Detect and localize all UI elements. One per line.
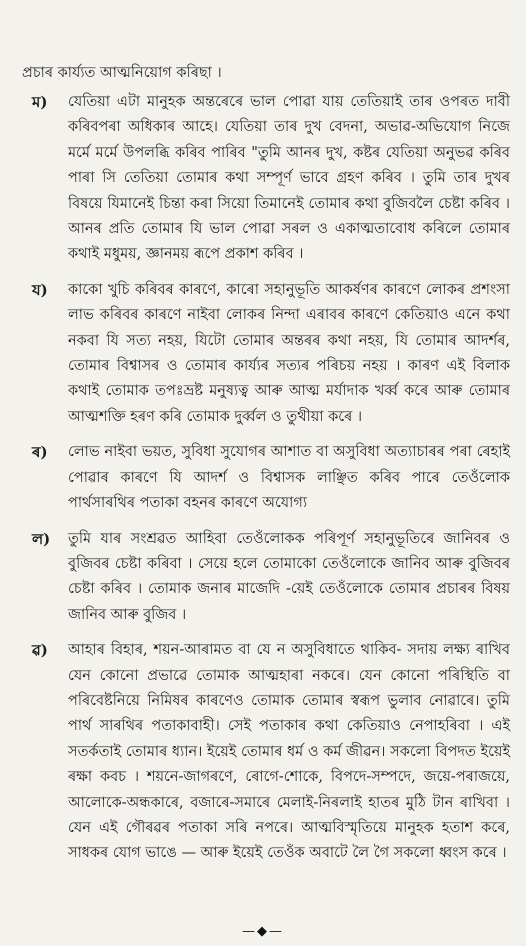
item-paragraph: যেতিয়া এটা মানুহক অন্তৰেৰে ভাল পোৱা যায় তেতিয়াই তাৰ ওপৰত দাবী কৰিবপৰা অধিকাৰ আহে। যেতিয়া তাৰ দুখ বেদনা, অভাৱ-অভিযোগ নিজে মৰ্মে মৰ্মে উপলব্ধি কৰিব পাৰিব "তুমি আনৰ দুখ, কষ্টৰ যেতিয়া অনুভৱ কৰিব পাৰা সি তেতিয়া তোমাৰ কথা সম্পূৰ্ণ ভাবে গ্ৰহণ কৰিব । তুমি তাৰ দুখৰ বিষয়ে যিমানেই চিন্তা কৰা সিয়ো তিমানেই তোমাৰ কথা বুজিবলৈ চেষ্টা কৰিব । আনৰ প্ৰতি তোমাৰ যি ভাল পোৱা সৰল ও একাত্মতাবোধ কৰিলে তোমাৰ কথাই মধুময়, জ্ঞানময় ৰূপে প্ৰকাশ কৰিব । <box>68 94 510 263</box>
item-marker: ল) <box>32 529 51 548</box>
footer-ornament: —◆— <box>242 924 284 939</box>
item-paragraph: আহাৰ বিহাৰ, শয়ন-আৰামত বা যে ন অসুবিধাতে থাকিব- সদায় লক্ষ্য ৰাখিব যেন কোনো প্ৰভাৱে তোমাক আত্মহাৰা নকৰে। যেন কোনো পৰিস্থিতি বা পৰিবেষ্টনিয়ে নিমিষৰ কাৰণেও তোমাক তোমাৰ স্বৰূপ ভুলাব নোৱাৰে। তুমি পাৰ্থ সাৰথিৰ পতাকাবাহী। সেই পতাকাৰ কথা কেতিয়াও নেপাহৰিবা । এই সতৰ্কতাই তোমাৰ ধ্যান। ইয়েই তোমাৰ ধৰ্ম ও কৰ্ম জীৱন। সকলো বিপদত ইয়েই ৰক্ষা কবচ । শয়নে-জাগৰণে, ৰোগে-শোকে, বিপদে-সম্পদে, জয়ে-পৰাজয়ে, আলোকে-অন্ধকাৰে, বজাৰে-সমাৰে মেলাই-নিৰলাই হাতৰ মুঠি টান ৰাখিবা । যেন এই গৌৰৱৰ পতাকা সৰি নপৰে। আত্মবিস্মৃতিয়ে মানুহক হতাশ কৰে, সাধকৰ যোগ ভাঙে — আৰু ইয়েই তেওঁক অবাটে লৈ গৈ সকলো ধ্বংস কৰে । <box>68 642 510 862</box>
item-paragraph: তুমি যাৰ সংশ্ৰৱত আহিবা তেওঁলোকক পৰিপূৰ্ণ সহানুভূতিৰে জানিবৰ ও বুজিবৰ চেষ্টা কৰিবা । সেয়ে হলে তোমাকো তেওঁলোকে জানিব আৰু বুজিবৰ চেষ্টা কৰিব । তোমাক জনাৰ মাজেদি -য়েই তেওঁলোকে তোমাৰ প্ৰচাৰৰ বিষয় জানিব আৰু বুজিব । <box>68 530 510 623</box>
list-item <box>18 638 510 867</box>
item-paragraph: লোভ নাইবা ভয়ত, সুবিধা সুযোগৰ আশাত বা অসুবিধা অত্যাচাৰৰ পৰা ৰেহাই পোৱাৰ কাৰণে যি আদৰ্শ ও বিশ্বাসক লাঞ্ছিত কৰিব পাৰে তেওঁলোক পাৰ্থসাৰথিৰ পতাকা বহনৰ কাৰণে অযোগ্য <box>68 444 510 512</box>
item-marker: য) <box>32 280 48 299</box>
item-marker: ম) <box>32 93 48 111</box>
list-item <box>18 527 510 629</box>
list-item <box>18 278 510 430</box>
list-item <box>18 440 510 516</box>
item-marker: ৱ) <box>32 641 48 660</box>
intro-line: প্ৰচাৰ কাৰ্য্যত আত্মনিয়োগ কৰিছা । <box>22 65 222 81</box>
item-marker: ৰ) <box>32 443 48 462</box>
list-item <box>18 90 510 268</box>
page-footer <box>0 920 526 939</box>
item-paragraph: কাকো খুচি কৰিবৰ কাৰণে, কাৰো সহানুভূতি আকৰ্ষণৰ কাৰণে লোকৰ প্ৰশংসা লাভ কৰিবৰ কাৰণে নাইবা লোকৰ নিন্দা এৰাবৰ কাৰণে কেতিয়াও এনে কথা নকবা যি সত্য নহয়, যিটো তোমাৰ অন্তৰৰ কথা নহয়, যি তোমাৰ আদৰ্শৰ, তোমাৰ বিশ্বাসৰ ও তোমাৰ কাৰ্য্যৰ সত্যৰ পৰিচয় নহয় । কাৰণ এই বিলাক কথাই তোমাক তপঃভ্ৰষ্ট মনুষ্যত্ব আৰু আত্ম মৰ্যাদাক খৰ্ব্ব কৰে আৰু তোমাৰ আত্মশক্তি হৰণ কৰি তোমাক দুৰ্ব্বল ও তুথীয়া কৰে । <box>68 281 510 425</box>
